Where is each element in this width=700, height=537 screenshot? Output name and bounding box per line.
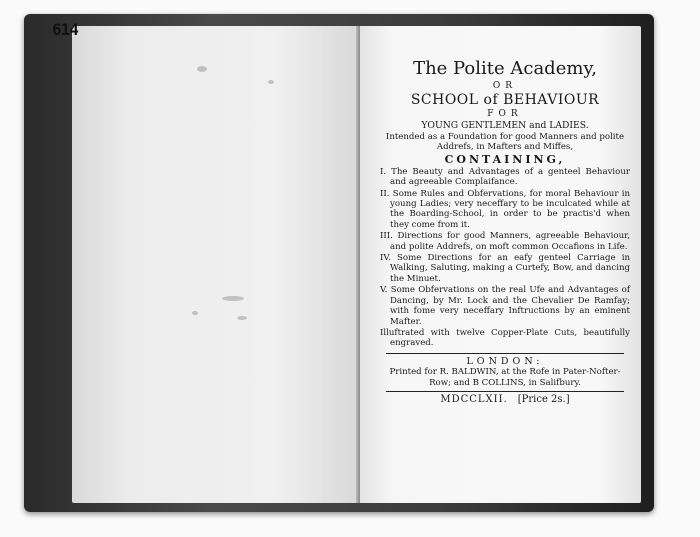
for-label: FOR [487,109,523,119]
book-subtitle: SCHOOL of BEHAVIOUR [410,92,600,108]
book-title: The Polite Academy, [413,58,597,79]
contents-item: V. Some Obfervations on the real Ufe and Advantages of Dancing, by Mr. Lock and the Chevalier De Ramfay; with fome very neceffary Inftructions by an eminent Mafter. [380,285,630,327]
imprint-text: Printed for R. BALDWIN, at the Rofe in Pater-Nofter-Row; and B COLLINS, in Salifbury. [389,367,621,388]
imprint-date: MDCCLXII. [440,393,508,405]
title-page-text [380,58,630,405]
intro-text: Intended as a Foundation for good Manners and polite Addrefs, in Mafters and Miffes, [385,132,625,153]
audience-line: YOUNG GENTLEMEN and LADIES. [421,120,589,131]
contents-item: IV. Some Directions for an eafy genteel Carriage in Walking, Saluting, making a Curtefy, Bow, and dancing the Minuet. [380,253,630,284]
illustration-note: Illuftrated with twelve Copper-Plate Cuts, beautifully engraved. [380,327,630,349]
divider-rule [386,353,624,354]
imprint-date-line [380,395,630,405]
containing-heading: CONTAINING, [444,152,566,166]
divider-rule [386,391,624,392]
or-label: OR [492,81,518,91]
contents-item: II. Some Rules and Obfervations, for moral Behaviour in young Ladies; very neceffary to be inculcated while at the Boarding-School, in order to be practis'd when they come from it. [380,188,630,230]
contents-item: III. Directions for good Manners, agreeable Behaviour, and polite Addrefs, on moft common Occafions in Life. [380,231,630,252]
contents-item: I. The Beauty and Advantages of a genteel Behaviour and agreeable Complaifance. [380,166,630,188]
imprint-place: LONDON: [466,355,544,367]
price: [Price 2s.] [517,393,570,405]
left-blank-page [72,26,362,503]
shelfmark-label: 614 [52,20,78,39]
